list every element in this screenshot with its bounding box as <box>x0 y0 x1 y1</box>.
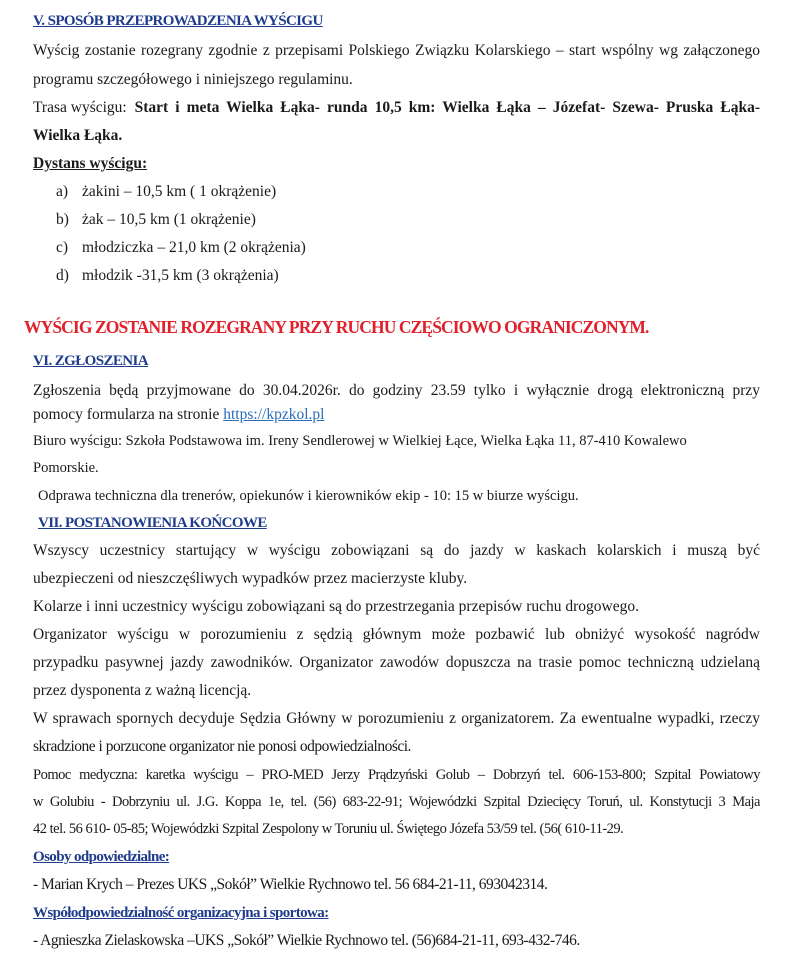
route-line <box>33 98 760 118</box>
route-label: Trasa wyścigu: <box>33 99 131 116</box>
list-marker: b) <box>56 211 69 228</box>
form-text: pomocy formularza na stronie <box>33 406 224 423</box>
section-7-paragraph-line: skradzione i porzucone organizator nie ponosi odpowiedzialności. <box>33 738 411 755</box>
co-responsible-heading: Współodpowiedzialność organizacyjna i sportowa: <box>33 905 329 921</box>
medical-line: 42 tel. 56 610- 05-85; Wojewódzki Szpital Zespolony w Toruniu ul. Świętego Józefa 53/59 tel. (56( 610-11-29. <box>33 821 624 837</box>
traffic-notice: WYŚCIG ZOSTANIE ROZEGRANY PRZY RUCHU CZĘŚCIOWO OGRANICZONYM. <box>24 317 649 337</box>
section-7-paragraph-line: przez dysponenta z ważną licencją. <box>33 682 252 699</box>
distance-text: młodzik -31,5 km (3 okrążenia) <box>82 267 279 284</box>
section-7-paragraph-line: Wszyscy uczestnicy startujący w wyścigu zobowiązani są do jazdy w kaskach kolarskich i muszą być <box>33 542 760 559</box>
responsible-heading: Osoby odpowiedzialne: <box>33 849 170 865</box>
section-6-paragraph-line: Zgłoszenia będą przyjmowane do 30.04.2026r. do godziny 23.59 tylko i wyłącznie drogą elektroniczną przy <box>33 382 760 399</box>
medical-line: Pomoc medyczna: karetka wyścigu – PRO-MED Jerzy Prądzyński Golub – Dobrzyń tel. 606-153-800; Szpital Powiatowy <box>33 767 760 783</box>
distance-heading: Dystans wyścigu: <box>33 155 148 172</box>
section-7-paragraph-line: przypadku pasywnej jazdy zawodników. Organizator zawodów dopuszcza na trasie pomoc techniczną udzielaną <box>33 654 760 671</box>
list-marker: d) <box>56 267 69 284</box>
section-6-paragraph-line <box>33 405 760 425</box>
co-responsible-person: - Agnieszka Zielaskowska –UKS „Sokół” Wielkie Rychnowo tel. (56)684-21-11, 693-432-746. <box>33 932 580 949</box>
section-7-paragraph-line: ubezpieczeni od nieszczęśliwych wypadków przez macierzyste kluby. <box>33 570 468 587</box>
registration-link[interactable]: https://kpzkol.pl <box>223 406 325 423</box>
distance-text: żak – 10,5 km (1 okrążenie) <box>82 211 256 228</box>
medical-line: w Golubiu - Dobrzyniu ul. J.G. Koppa 1e, tel. (56) 683-22-91; Wojewódzki Szpital Dziecięcy Toruń, ul. Konstytucji 3 Maja <box>33 794 760 810</box>
technical-briefing: Odprawa techniczna dla trenerów, opiekunów i kierowników ekip - 10: 15 w biurze wyścigu. <box>38 488 579 504</box>
section-6-heading: VI. ZGŁOSZENIA <box>33 353 148 369</box>
route-text: Wielka Łąka. <box>33 127 123 144</box>
race-office-line: Biuro wyścigu: Szkoła Podstawowa im. Ireny Sendlerowej w Wielkiej Łące, Wielka Łąka 11, 87-410 Kowalewo <box>33 433 687 449</box>
section-7-paragraph-line: W sprawach spornych decyduje Sędzia Główny w porozumieniu z organizatorem. Za ewentualne wypadki, rzeczy <box>33 710 760 727</box>
distance-item <box>56 266 279 286</box>
distance-text: żakini – 10,5 km ( 1 okrążenie) <box>82 183 277 200</box>
distance-item <box>56 238 306 258</box>
list-marker: c) <box>56 239 69 256</box>
race-office-line: Pomorskie. <box>33 460 99 476</box>
list-marker: a) <box>56 183 69 200</box>
section-5-heading: V. SPOSÓB PRZEPROWADZENIA WYŚCIGU <box>33 13 323 29</box>
section-5-paragraph-line: Wyścig zostanie rozegrany zgodnie z przepisami Polskiego Związku Kolarskiego – start wspólny wg załączonego <box>33 42 760 59</box>
section-7-heading: VII. POSTANOWIENIA KOŃCOWE <box>38 515 267 531</box>
section-5-paragraph-line: programu szczegółowego i niniejszego regulaminu. <box>33 71 353 88</box>
responsible-person: - Marian Krych – Prezes UKS „Sokół” Wielkie Rychnowo tel. 56 684-21-11, 693042314. <box>33 876 548 893</box>
distance-item <box>56 182 276 202</box>
distance-text: młodziczka – 21,0 km (2 okrążenia) <box>82 239 306 256</box>
distance-item <box>56 210 256 230</box>
section-7-paragraph-line: Kolarze i inni uczestnicy wyścigu zobowiązani są do przestrzegania przepisów ruchu drogowego. <box>33 598 640 615</box>
section-7-paragraph-line: Organizator wyścigu w porozumieniu z sędzią głównym może pozbawić lub obniżyć wysokość nagródw <box>33 626 760 643</box>
route-text: Start i meta Wielka Łąka- runda 10,5 km: Wielka Łąka – Józefat- Szewa- Pruska Łąka- <box>134 99 760 116</box>
